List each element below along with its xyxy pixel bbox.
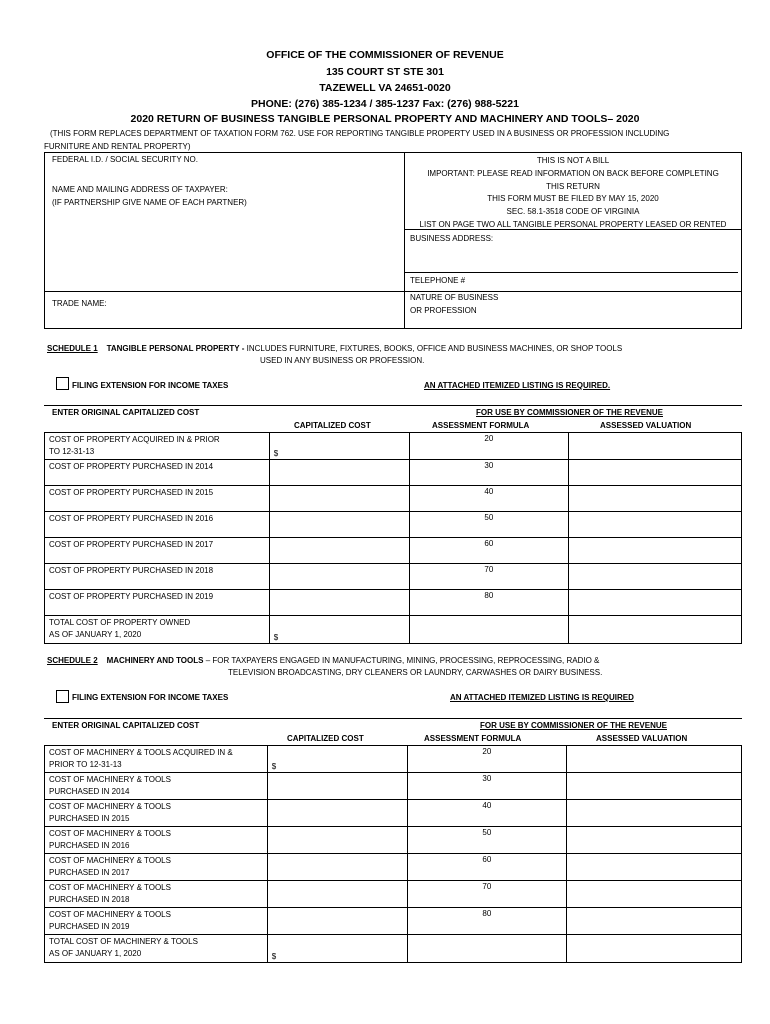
assessment-formula: 60	[407, 854, 567, 881]
telephone-label: TELEPHONE #	[410, 276, 466, 285]
assessment-formula: 80	[407, 908, 567, 935]
capitalized-cost-field[interactable]: $	[267, 746, 407, 773]
capitalized-cost-field[interactable]	[269, 486, 409, 512]
schedule2-label: SCHEDULE 2	[47, 656, 98, 665]
schedule2-extension-label: FILING EXTENSION FOR INCOME TAXES	[72, 693, 229, 702]
row-label: COST OF PROPERTY ACQUIRED IN & PRIOR TO 12-31-13	[45, 433, 270, 460]
schedule2-commissioner-label: FOR USE BY COMMISSIONER OF THE REVENUE	[480, 721, 667, 730]
schedule2-desc-line2: TELEVISION BROADCASTING, DRY CLEANERS OR LAUNDRY, CARWASHES OR DAIRY BUSINESS.	[228, 668, 603, 677]
row-label: TOTAL COST OF PROPERTY OWNED AS OF JANUARY 1, 2020	[45, 616, 270, 644]
assessed-valuation-field[interactable]	[567, 935, 742, 963]
office-city: TAZEWELL VA 24651-0020	[319, 82, 451, 94]
schedule2-col-cost: CAPITALIZED COST	[287, 734, 364, 743]
capitalized-cost-field[interactable]	[267, 881, 407, 908]
taxpayer-name-label: NAME AND MAILING ADDRESS OF TAXPAYER:	[52, 185, 228, 194]
table-row	[45, 773, 742, 800]
schedule2-enter-label: ENTER ORIGINAL CAPITALIZED COST	[52, 721, 200, 730]
assessment-formula: 40	[407, 800, 567, 827]
notice-not-bill: THIS IS NOT A BILL	[536, 156, 610, 165]
capitalized-cost-field[interactable]	[269, 512, 409, 538]
schedule1-table	[44, 432, 742, 644]
table-row	[45, 908, 742, 935]
table-row	[45, 616, 742, 644]
capitalized-cost-field[interactable]: $	[269, 433, 409, 460]
schedule1-heading	[47, 344, 622, 353]
schedule1-extension-label: FILING EXTENSION FOR INCOME TAXES	[72, 381, 229, 390]
schedule2-col-formula: ASSESSMENT FORMULA	[424, 734, 522, 743]
notice-this-return: THIS RETURN	[546, 181, 600, 191]
schedule1-col-cost: CAPITALIZED COST	[294, 421, 371, 430]
schedule2-desc: – FOR TAXPAYERS ENGAGED IN MANUFACTURING, MINING, PROCESSING, REPROCESSING, RADIO &	[203, 656, 600, 665]
schedule1-desc: INCLUDES FURNITURE, FIXTURES, BOOKS, OFFICE AND BUSINESS MACHINES, OR SHOP TOOLS	[244, 344, 623, 353]
schedule2-itemized-note: AN ATTACHED ITEMIZED LISTING IS REQUIRED	[450, 693, 634, 702]
table-row	[45, 486, 742, 512]
nature-of-business-label: NATURE OF BUSINESS	[410, 293, 499, 302]
capitalized-cost-field[interactable]	[267, 800, 407, 827]
schedule2-col-value: ASSESSED VALUATION	[596, 734, 688, 743]
capitalized-cost-field[interactable]	[269, 460, 409, 486]
row-label: COST OF MACHINERY & TOOLS PURCHASED IN 2019	[45, 908, 268, 935]
row-label: COST OF PROPERTY PURCHASED IN 2016	[45, 512, 270, 538]
row-label: COST OF PROPERTY PURCHASED IN 2017	[45, 538, 270, 564]
assessment-formula: 50	[409, 512, 569, 538]
schedule1-label: SCHEDULE 1	[47, 344, 98, 353]
profession-label: OR PROFESSION	[410, 306, 477, 315]
assessment-formula: 60	[409, 538, 569, 564]
row-label: COST OF PROPERTY PURCHASED IN 2014	[45, 460, 270, 486]
table-row	[45, 538, 742, 564]
notice-leased-property: LIST ON PAGE TWO ALL TANGIBLE PERSONAL PROPERTY LEASED OR RENTED	[419, 219, 727, 229]
notice-deadline: THIS FORM MUST BE FILED BY MAY 15, 2020	[487, 194, 659, 204]
assessment-formula: 70	[407, 881, 567, 908]
business-address-label: BUSINESS ADDRESS:	[410, 234, 494, 243]
assessment-formula: 80	[409, 590, 569, 616]
capitalized-cost-field[interactable]	[269, 564, 409, 590]
capitalized-cost-field[interactable]	[267, 908, 407, 935]
trade-name-label: TRADE NAME:	[52, 299, 107, 308]
table-row	[45, 800, 742, 827]
assessed-valuation-field[interactable]	[569, 538, 742, 564]
capitalized-cost-field[interactable]: $	[267, 935, 407, 963]
assessed-valuation-field[interactable]	[569, 590, 742, 616]
assessed-valuation-field[interactable]	[567, 854, 742, 881]
table-row	[45, 433, 742, 460]
assessment-formula	[407, 935, 567, 963]
table-row	[45, 854, 742, 881]
assessed-valuation-field[interactable]	[567, 881, 742, 908]
assessed-valuation-field[interactable]	[569, 460, 742, 486]
assessed-valuation-field[interactable]	[569, 512, 742, 538]
filing-notice	[404, 155, 742, 232]
assessment-formula: 20	[407, 746, 567, 773]
table-row	[45, 590, 742, 616]
capitalized-cost-field[interactable]	[269, 538, 409, 564]
schedule1-commissioner-label: FOR USE BY COMMISSIONER OF THE REVENUE	[476, 408, 663, 417]
assessed-valuation-field[interactable]	[567, 800, 742, 827]
assessed-valuation-field[interactable]	[569, 486, 742, 512]
row-label: COST OF PROPERTY PURCHASED IN 2019	[45, 590, 270, 616]
schedule1-enter-label: ENTER ORIGINAL CAPITALIZED COST	[52, 408, 200, 417]
row-label: COST OF MACHINERY & TOOLS PURCHASED IN 2016	[45, 827, 268, 854]
table-row	[45, 460, 742, 486]
schedule2-heading	[47, 656, 599, 665]
form-note-line2: FURNITURE AND RENTAL PROPERTY)	[44, 142, 191, 151]
schedule1-itemized-note: AN ATTACHED ITEMIZED LISTING IS REQUIRED.	[424, 381, 611, 390]
row-label: COST OF MACHINERY & TOOLS ACQUIRED IN & PRIOR TO 12-31-13	[45, 746, 268, 773]
assessed-valuation-field[interactable]	[569, 433, 742, 460]
assessed-valuation-field[interactable]	[567, 773, 742, 800]
notice-code-section: SEC. 58.1-3518 CODE OF VIRGINIA	[506, 207, 640, 217]
assessment-formula: 20	[409, 433, 569, 460]
assessment-formula: 30	[409, 460, 569, 486]
info-box-line	[404, 272, 738, 273]
schedule1-title: TANGIBLE PERSONAL PROPERTY -	[106, 344, 245, 353]
capitalized-cost-field[interactable]	[269, 590, 409, 616]
info-box-line	[44, 291, 742, 292]
table-row	[45, 746, 742, 773]
notice-important: IMPORTANT: PLEASE READ INFORMATION ON BACK BEFORE COMPLETING	[427, 168, 719, 178]
office-street: 135 COURT ST STE 301	[326, 66, 444, 78]
assessment-formula	[409, 616, 569, 644]
assessed-valuation-field[interactable]	[567, 908, 742, 935]
assessment-formula: 50	[407, 827, 567, 854]
office-title: OFFICE OF THE COMMISSIONER OF REVENUE	[266, 49, 504, 61]
row-label: TOTAL COST OF MACHINERY & TOOLS AS OF JANUARY 1, 2020	[45, 935, 268, 963]
assessed-valuation-field[interactable]	[569, 616, 742, 644]
row-label: COST OF MACHINERY & TOOLS PURCHASED IN 2017	[45, 854, 268, 881]
capitalized-cost-field[interactable]	[267, 827, 407, 854]
table-row	[45, 935, 742, 963]
schedule1-col-value: ASSESSED VALUATION	[600, 421, 692, 430]
form-title: 2020 RETURN OF BUSINESS TANGIBLE PERSONAL PROPERTY AND MACHINERY AND TOOLS– 2020	[130, 113, 640, 125]
assessment-formula: 40	[409, 486, 569, 512]
table-row	[45, 827, 742, 854]
table-row	[45, 881, 742, 908]
row-label: COST OF MACHINERY & TOOLS PURCHASED IN 2018	[45, 881, 268, 908]
row-label: COST OF PROPERTY PURCHASED IN 2015	[45, 486, 270, 512]
capitalized-cost-field[interactable]: $	[269, 616, 409, 644]
assessed-valuation-field[interactable]	[569, 564, 742, 590]
form-note-line1: (THIS FORM REPLACES DEPARTMENT OF TAXATION FORM 762. USE FOR REPORTING TANGIBLE PROPERTY USED IN A BUSINESS OR PROFESSION INCLUDING	[50, 129, 670, 138]
schedule1-col-formula: ASSESSMENT FORMULA	[432, 421, 530, 430]
row-label: COST OF PROPERTY PURCHASED IN 2018	[45, 564, 270, 590]
schedule1-rule	[44, 405, 742, 406]
schedule1-extension-checkbox[interactable]	[56, 377, 69, 390]
schedule2-rule	[44, 718, 742, 719]
schedule1-desc-line2: USED IN ANY BUSINESS OR PROFESSION.	[260, 356, 425, 365]
table-row	[45, 564, 742, 590]
table-row	[45, 512, 742, 538]
schedule2-extension-checkbox[interactable]	[56, 690, 69, 703]
row-label: COST OF MACHINERY & TOOLS PURCHASED IN 2014	[45, 773, 268, 800]
schedule2-title: MACHINERY AND TOOLS	[106, 656, 204, 665]
partnership-note: (IF PARTNERSHIP GIVE NAME OF EACH PARTNER)	[52, 198, 247, 207]
capitalized-cost-field[interactable]	[267, 773, 407, 800]
office-phone: PHONE: (276) 385-1234 / 385-1237 Fax: (276) 988-5221	[251, 98, 519, 110]
assessment-formula: 30	[407, 773, 567, 800]
row-label: COST OF MACHINERY & TOOLS PURCHASED IN 2015	[45, 800, 268, 827]
assessed-valuation-field[interactable]	[567, 746, 742, 773]
federal-id-label: FEDERAL I.D. / SOCIAL SECURITY NO.	[52, 155, 198, 164]
schedule2-table	[44, 745, 742, 963]
capitalized-cost-field[interactable]	[267, 854, 407, 881]
assessment-formula: 70	[409, 564, 569, 590]
assessed-valuation-field[interactable]	[567, 827, 742, 854]
